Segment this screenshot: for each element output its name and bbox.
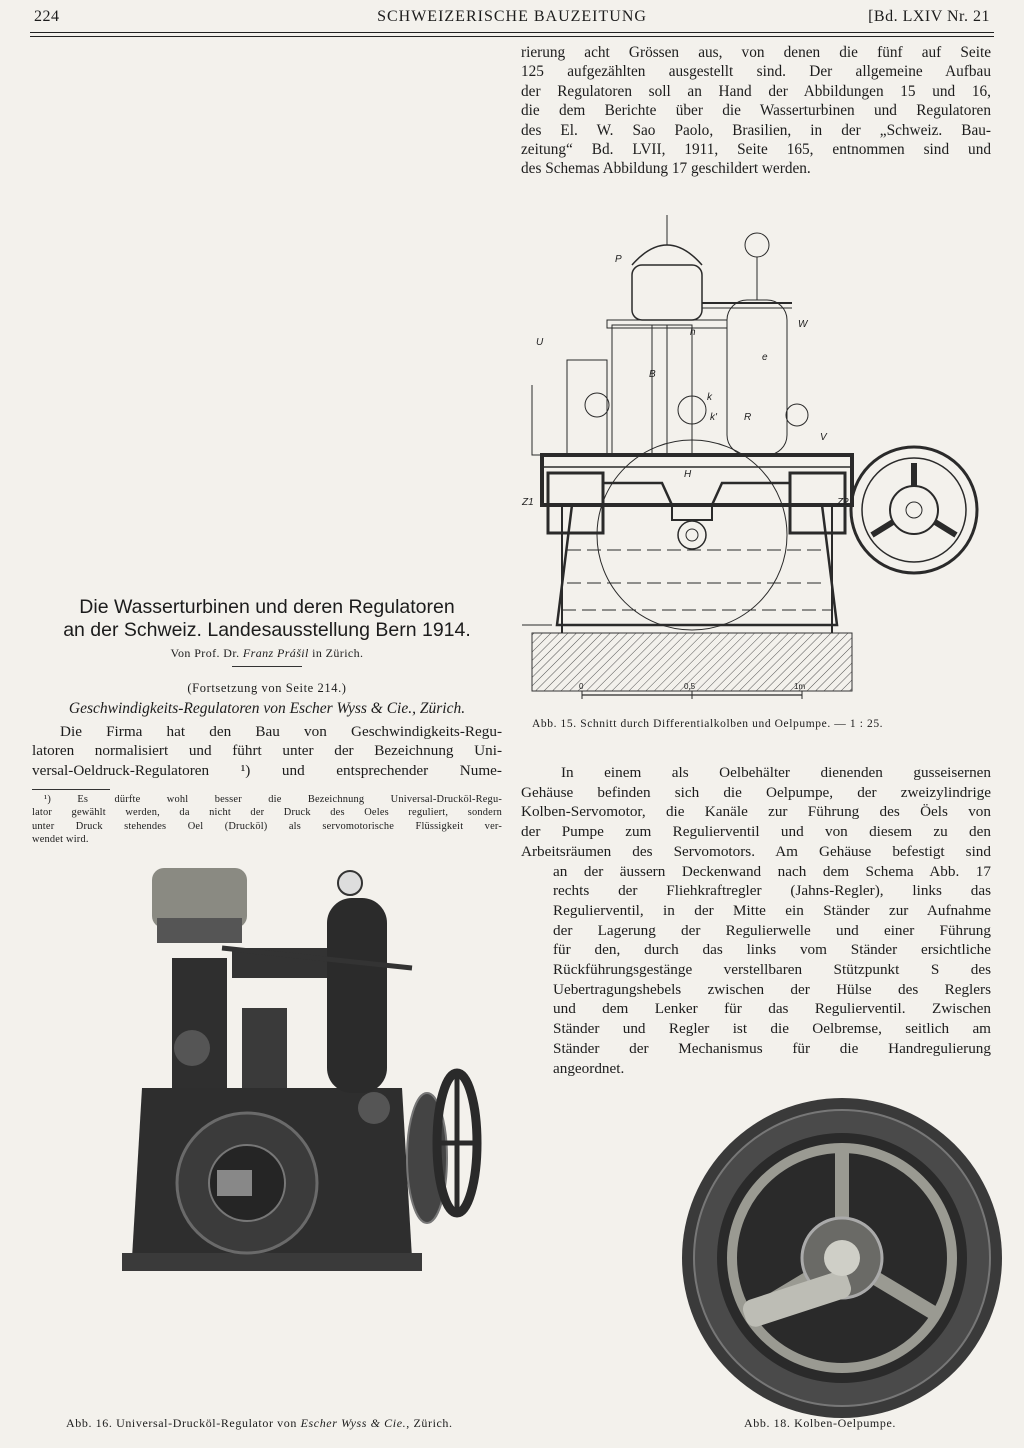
body-line: Rückführungsgestänge verstellbaren Stützpunkt S des — [553, 961, 991, 979]
intro-line: der Regulatoren soll an Hand der Abbildungen 15 und 16, — [521, 82, 991, 100]
body-line: In einem als Oelbehälter dienenden gusseisernen — [561, 764, 991, 781]
body-line: Ständer und Regler ist die Oelbremse, seitlich am — [553, 1020, 991, 1038]
label-b: B — [649, 369, 656, 380]
fig15-section-drawing — [512, 205, 1002, 715]
body-line: Ständer der Mechanismus für die Handregulierung — [553, 1039, 991, 1057]
body-line: der Lagerung der Regulierwelle und einer Führung — [553, 921, 991, 939]
fig18-caption: Abb. 18. Kolben-Oelpumpe. — [744, 1416, 896, 1430]
fig16-caption-firm: Escher Wyss & Cie. — [300, 1416, 407, 1430]
page-number: 224 — [34, 8, 60, 25]
body-line: an der äussern Deckenwand nach dem Schema Abb. 17 — [553, 862, 991, 880]
body-line: versal-Oeldruck-Regulatoren ¹) und entsprechender Nume- — [32, 761, 502, 779]
body-line: Regulierventil, in der Mitte ein Ständer zur Aufnahme — [553, 901, 991, 919]
footnote-line: wendet wird. — [32, 834, 89, 846]
intro-line: des Schemas Abbildung 17 geschildert werden. — [521, 160, 811, 178]
intro-line: zeitung“ Bd. LVII, 1911, Seite 165, entnommen sind und — [521, 141, 991, 159]
body-line: rechts der Fliehkraftregler (Jahns-Regler), links das — [553, 882, 991, 900]
label-k: k — [707, 392, 712, 403]
label-h: h — [690, 327, 696, 338]
label-w: W — [798, 319, 808, 330]
header-rule-thin — [30, 36, 994, 37]
label-z2: Z2 — [837, 497, 849, 508]
continuation-note: (Fortsetzung von Seite 214.) — [187, 681, 347, 695]
scale-tick: 0 — [579, 682, 584, 691]
fig16-caption-prefix: Abb. 16. Universal-Drucköl-Regulator von — [66, 1416, 297, 1430]
journal-title: SCHWEIZERISCHE BAUZEITUNG — [377, 8, 647, 25]
header-rule — [30, 32, 994, 33]
article-body-left — [32, 722, 502, 780]
scale-tick: 1m — [794, 682, 806, 691]
title-separator — [232, 666, 302, 667]
running-header — [34, 8, 990, 30]
body-line: und dem Lenker für das Regulierventil. Zwischen — [553, 1000, 991, 1018]
fig15-caption: Abb. 15. Schnitt durch Differentialkolben und Oelpumpe. — 1 : 25. — [532, 718, 884, 730]
body-line: angeordnet. — [553, 1059, 625, 1077]
body-line: Uebertragungshebels zwischen der Hülse des Reglers — [553, 980, 991, 998]
volume-issue: [Bd. LXIV Nr. 21 — [868, 8, 990, 25]
fig18-pump-photo — [682, 1090, 1002, 1420]
fig16-caption-suffix: , Zürich. — [406, 1416, 453, 1430]
scale-tick: 0,5 — [684, 682, 696, 691]
body-line: Gehäuse befinden sich die Oelpumpe, der zweizylindrige — [521, 783, 991, 801]
article-title — [32, 596, 502, 642]
fig16-caption — [66, 1416, 453, 1431]
byline — [32, 646, 502, 661]
label-u: U — [536, 337, 544, 348]
section-subhead: Geschwindigkeits-Regulatoren von Escher Wyss & Cie., Zürich. — [68, 700, 466, 717]
label-z1: Z1 — [522, 497, 534, 508]
label-v: V — [820, 432, 827, 443]
footnote-line: lator gewählt werden, da nicht der Druck des Oeles reguliert, sondern — [32, 807, 502, 819]
label-e: e — [762, 352, 768, 363]
byline-prefix: Von Prof. Dr. — [170, 646, 240, 660]
intro-line: des El. W. Sao Paolo, Brasilien, in der „Schweiz. Bau- — [521, 121, 991, 139]
footnote — [32, 793, 502, 847]
intro-line: 125 aufgezählten ausgestellt sind. Der allgemeine Aufbau — [521, 63, 991, 81]
title-line: an der Schweiz. Landesausstellung Bern 1914. — [63, 619, 471, 641]
label-r: R — [744, 412, 752, 423]
fig16-regulator-photo — [112, 858, 482, 1288]
footnote-line: ¹) Es dürfte wohl besser die Bezeichnung Universal-Drucköl-Regu- — [44, 794, 502, 805]
footnote-separator — [32, 789, 110, 790]
label-h-upper: H — [684, 469, 692, 480]
intro-paragraph — [521, 43, 991, 179]
body-line: Die Firma hat den Bau von Geschwindigkeits-Regu- — [60, 723, 502, 740]
title-line: Die Wasserturbinen und deren Regulatoren — [79, 596, 455, 618]
body-line: Kolben-Servomotor, die Kanäle zur Führung des Öels von — [521, 803, 991, 821]
byline-author: Franz Prášil — [242, 646, 309, 660]
body-line: der Pumpe zum Regulierventil und von diesem zu den — [521, 823, 991, 841]
intro-line: rierung acht Grössen aus, von denen die fünf auf Seite — [521, 44, 991, 61]
footnote-line: unter Druck stehendes Oel (Drucköl) als servomotorische Flüssigkeit ver- — [32, 820, 502, 832]
label-k-prime: k' — [710, 412, 717, 423]
body-line: latoren normalisiert und führt unter der Bezeichnung Uni- — [32, 742, 502, 760]
label-p: P — [615, 254, 622, 265]
byline-suffix: in Zürich. — [312, 646, 364, 660]
intro-line: die dem Berichte über die Wasserturbinen und Regulatoren — [521, 102, 991, 120]
article-body-right — [521, 763, 991, 1078]
body-line: für den, durch das links vom Ständer ersichtliche — [553, 941, 991, 959]
body-line: Arbeitsräumen des Servomotors. Am Gehäuse befestigt sind — [521, 842, 991, 860]
